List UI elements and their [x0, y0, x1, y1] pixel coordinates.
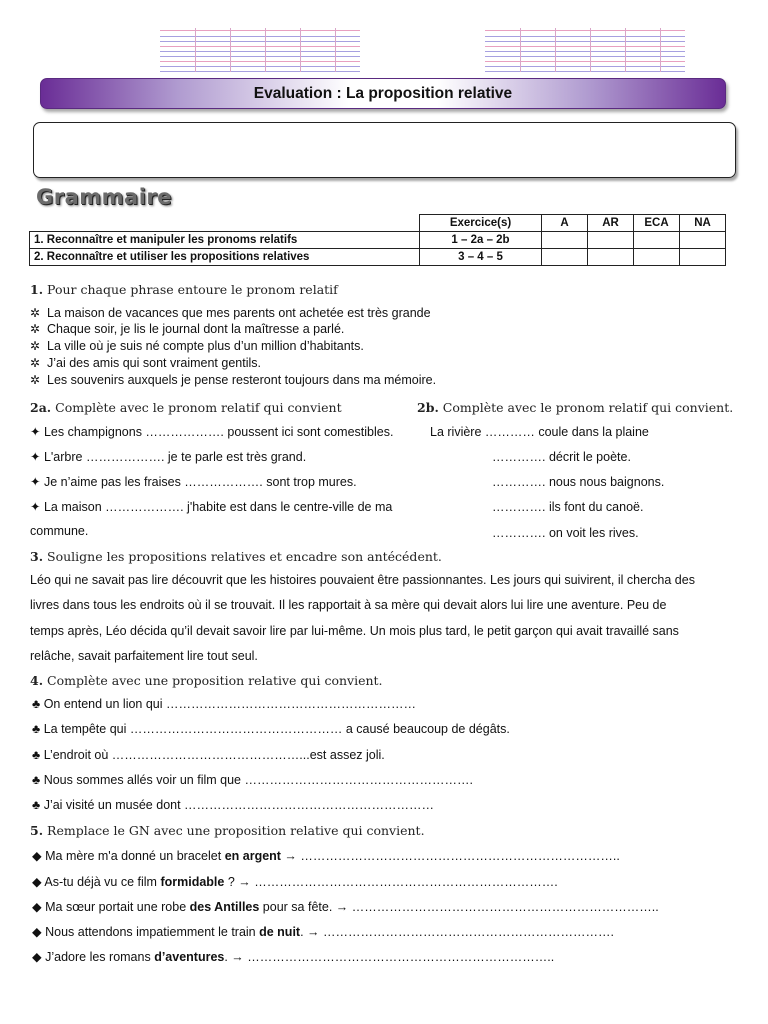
paragraph-line: relâche, savait parfaitement lire tout seul.	[30, 649, 258, 663]
club-icon: ♣	[32, 773, 41, 787]
list-item: ✲ J’ai des amis qui sont vraiment gentils.	[30, 356, 261, 370]
exercise-number: 3.	[30, 549, 44, 564]
criterion-cell: 2. Reconnaître et utiliser les propositions relatives	[30, 249, 420, 266]
table-row	[30, 249, 726, 266]
diamond-icon: ◆	[32, 925, 42, 939]
list-item: ◆ As-tu déjà vu ce film formidable ? → ……………………………………………………………….	[32, 875, 558, 889]
list-item: …………. décrit le poète.	[492, 450, 631, 464]
list-item-continuation: commune.	[30, 524, 89, 538]
list-item: ♣ Nous sommes allés voir un film que ……………………………………………….	[32, 773, 473, 787]
instruction-text: Souligne les propositions relatives et encadre son antécédent.	[47, 549, 442, 564]
grade-cell	[588, 249, 634, 266]
name-box	[33, 122, 736, 178]
instruction-text: Complète avec une proposition relative qui convient.	[47, 673, 383, 688]
diamond-icon: ◆	[32, 849, 42, 863]
table-row	[30, 232, 726, 249]
asterisk-icon: ✲	[30, 356, 41, 370]
list-item: ✦ La maison ………………. j'habite est dans le centre-ville de ma	[30, 500, 393, 514]
paragraph-line: Léo qui ne savait pas lire découvrit que les histoires pouvaient être passionnantes. Les jours qui suivirent, il chercha des	[30, 573, 695, 587]
asterisk-icon: ✲	[30, 306, 41, 320]
club-icon: ♣	[32, 748, 41, 762]
table-header-cell: AR	[588, 215, 634, 232]
list-item: ✦ Je n’aime pas les fraises ………………. sont trop mures.	[30, 475, 357, 489]
list-item: ◆ Ma sœur portait une robe des Antilles pour sa fête. → ………………………………………………………………..	[32, 900, 659, 914]
grade-cell	[680, 232, 726, 249]
section-title: Grammaire	[36, 185, 172, 209]
exercise-number: 1.	[30, 282, 44, 297]
list-item: ✲ Chaque soir, je lis le journal dont la maîtresse a parlé.	[30, 322, 345, 336]
writing-lines-right	[485, 28, 685, 72]
grade-cell	[680, 249, 726, 266]
star-bullet-icon: ✦	[30, 450, 41, 464]
grade-cell	[634, 232, 680, 249]
grade-cell	[588, 232, 634, 249]
list-item: …………. on voit les rives.	[492, 526, 639, 540]
table-header-cell: Exercice(s)	[420, 215, 542, 232]
paragraph-line: livres dans tous les endroits où il se trouvait. Il les rapportait à sa mère qui devait alors lui lire une aventure. Peu de	[30, 598, 667, 612]
exercise-3-instruction	[30, 549, 442, 564]
exercises-cell: 3 – 4 – 5	[420, 249, 542, 266]
instruction-text: Pour chaque phrase entoure le pronom relatif	[47, 282, 338, 297]
list-item: ✲ La maison de vacances que mes parents ont achetée est très grande	[30, 306, 431, 320]
club-icon: ♣	[32, 722, 41, 736]
club-icon: ♣	[32, 798, 41, 812]
page-title: Evaluation : La proposition relative	[253, 84, 513, 102]
list-item: La rivière ………… coule dans la plaine	[430, 425, 649, 439]
list-item: ♣ J’ai visité un musée dont ……………………………………………………	[32, 798, 435, 812]
asterisk-icon: ✲	[30, 373, 41, 387]
exercise-1-instruction	[30, 282, 338, 297]
diamond-icon: ◆	[32, 900, 42, 914]
list-item: ✦ Les champignons ………………. poussent ici sont comestibles.	[30, 425, 394, 439]
evaluation-table	[29, 214, 726, 266]
club-icon: ♣	[32, 697, 41, 711]
list-item: ◆ Nous attendons impatiemment le train de nuit. → …………………………………………………………….	[32, 925, 614, 939]
asterisk-icon: ✲	[30, 339, 41, 353]
list-item: ◆ Ma mère m'a donné un bracelet en argent → …………………………………………………………………..	[32, 849, 620, 863]
list-item: …………. ils font du canoë.	[492, 500, 644, 514]
list-item: ✲ Les souvenirs auxquels je pense resteront toujours dans ma mémoire.	[30, 373, 437, 387]
diamond-icon: ◆	[32, 875, 42, 889]
criterion-cell: 1. Reconnaître et manipuler les pronoms relatifs	[30, 232, 420, 249]
list-item: …………. nous nous baignons.	[492, 475, 665, 489]
star-bullet-icon: ✦	[30, 425, 41, 439]
instruction-text: Complète avec le pronom relatif qui convient.	[442, 400, 734, 415]
list-item: ♣ L’endroit où ………………………………………...est assez joli.	[32, 748, 385, 762]
list-item: ✦ L'arbre ………………. je te parle est très grand.	[30, 450, 307, 464]
instruction-text: Complète avec le pronom relatif qui convient	[55, 400, 342, 415]
title-banner	[40, 78, 726, 109]
grade-cell	[542, 232, 588, 249]
list-item: ♣ On entend un lion qui ……………………………………………………	[32, 697, 417, 711]
exercise-number: 2a.	[30, 400, 52, 415]
exercises-cell: 1 – 2a – 2b	[420, 232, 542, 249]
list-item: ◆ J’adore les romans d’aventures. → ………………………………………………………………..	[32, 950, 555, 964]
exercise-number: 2b.	[417, 400, 439, 415]
exercise-4-instruction	[30, 673, 383, 688]
exercise-number: 5.	[30, 823, 44, 838]
table-header-cell	[30, 215, 420, 232]
table-header-cell: ECA	[634, 215, 680, 232]
exercise-5-instruction	[30, 823, 425, 838]
star-bullet-icon: ✦	[30, 475, 41, 489]
exercise-2a-instruction	[30, 400, 342, 415]
list-item: ♣ La tempête qui …………………………………………… a causé beaucoup de dégâts.	[32, 722, 510, 736]
exercise-2b-instruction	[417, 400, 733, 415]
list-item: ✲ La ville où je suis né compte plus d’un million d’habitants.	[30, 339, 364, 353]
table-header-row	[30, 215, 726, 232]
grade-cell	[634, 249, 680, 266]
grade-cell	[542, 249, 588, 266]
exercise-number: 4.	[30, 673, 44, 688]
diamond-icon: ◆	[32, 950, 42, 964]
table-header-cell: NA	[680, 215, 726, 232]
table-header-cell: A	[542, 215, 588, 232]
instruction-text: Remplace le GN avec une proposition relative qui convient.	[47, 823, 425, 838]
star-bullet-icon: ✦	[30, 500, 41, 514]
paragraph-line: temps après, Léo décida qu’il devait savoir lire par lui-même. Un mois plus tard, le petit garçon qui avait travaillé sans	[30, 624, 679, 638]
asterisk-icon: ✲	[30, 322, 41, 336]
writing-lines-left	[160, 28, 360, 72]
